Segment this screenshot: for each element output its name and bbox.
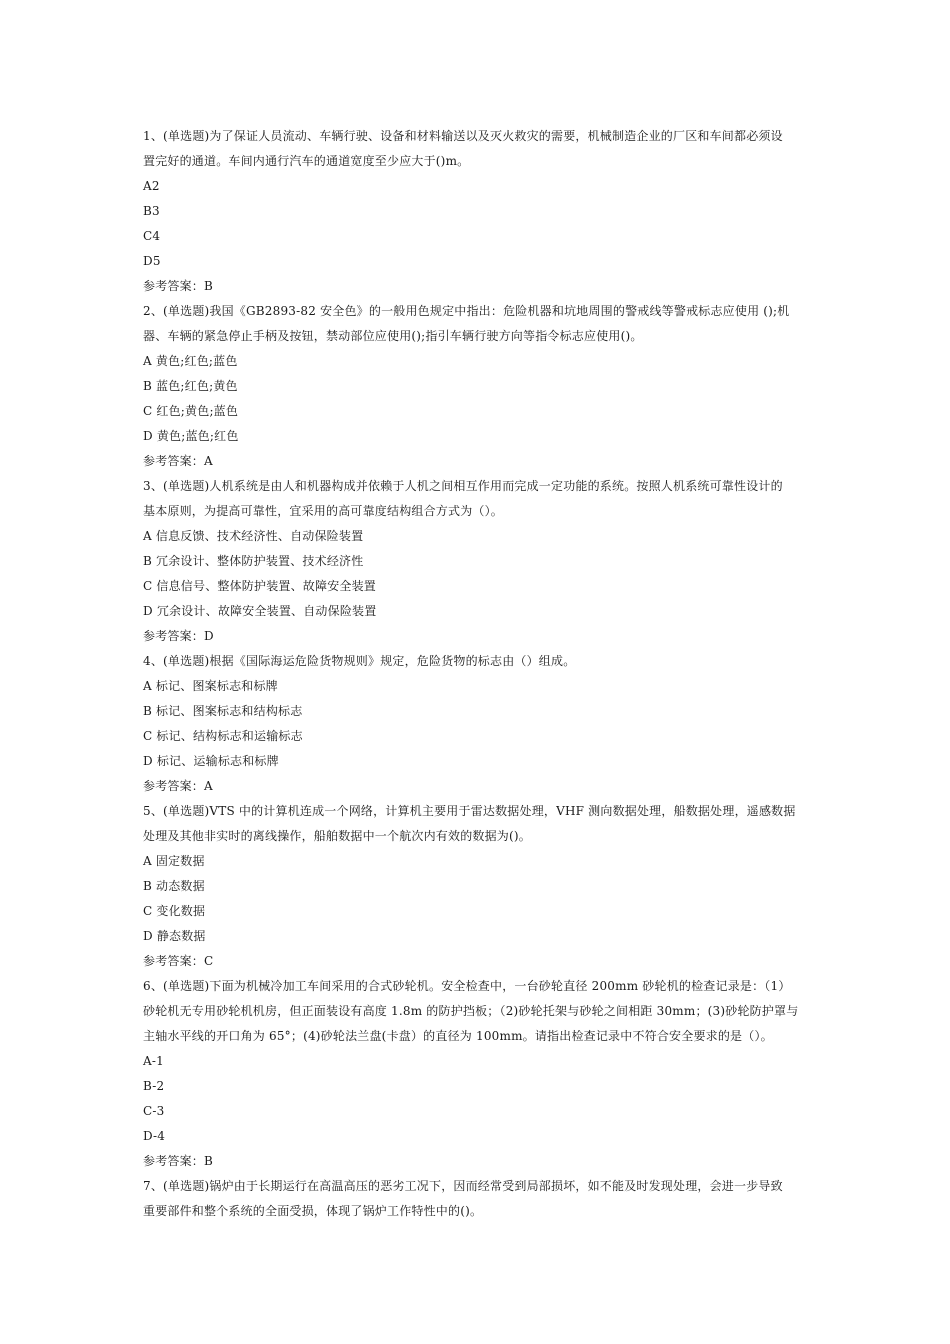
reference-answer: 参考答案：C: [143, 954, 214, 968]
question-2: [143, 299, 813, 474]
question-stem-line: 重要部件和整个系统的全面受损，体现了锅炉工作特性中的()。: [143, 1204, 483, 1218]
question-stem-line: 1、(单选题)为了保证人员流动、车辆行驶、设备和材料输送以及灭火救灾的需要，机械制造企业的厂区和车间都必须设: [143, 129, 783, 143]
question-stem-line: 置完好的通道。车间内通行汽车的通道宽度至少应大于()m。: [143, 154, 470, 168]
question-6: [143, 974, 813, 1174]
option-b: B 标记、图案标志和结构标志: [143, 704, 303, 718]
option-a: A2: [143, 179, 160, 193]
question-stem-line: 3、(单选题)人机系统是由人和机器构成并依赖于人机之间相互作用而完成一定功能的系统。按照人机系统可靠性设计的: [143, 479, 783, 493]
question-stem-line: 4、(单选题)根据《国际海运危险货物规则》规定，危险货物的标志由（）组成。: [143, 654, 576, 668]
option-d: D5: [143, 254, 161, 268]
question-5: [143, 799, 813, 974]
reference-answer: 参考答案：A: [143, 779, 213, 793]
question-stem-line: 5、(单选题)VTS 中的计算机连成一个网络，计算机主要用于雷达数据处理，VHF 测向数据处理，船数据处理，遥感数据: [143, 804, 796, 818]
question-4: [143, 649, 813, 799]
option-a: A 信息反馈、技术经济性、自动保险装置: [143, 529, 364, 543]
question-stem-line: 处理及其他非实时的离线操作，船舶数据中一个航次内有效的数据为()。: [143, 829, 531, 843]
option-a: A 固定数据: [143, 854, 205, 868]
reference-answer: 参考答案：D: [143, 629, 214, 643]
option-b: B 蓝色;红色;黄色: [143, 379, 238, 393]
question-stem-line: 6、(单选题)下面为机械冷加工车间采用的合式砂轮机。安全检查中，一台砂轮直径 200mm 砂轮机的检查记录是：（1）: [143, 979, 791, 993]
question-3: [143, 474, 813, 649]
question-1: [143, 124, 813, 299]
reference-answer: 参考答案：B: [143, 1154, 214, 1168]
option-a: A 黄色;红色;蓝色: [143, 354, 238, 368]
question-stem-line: 器、车辆的紧急停止手柄及按钮，禁动部位应使用();指引车辆行驶方向等指令标志应使用()。: [143, 329, 643, 343]
option-b: B 动态数据: [143, 879, 205, 893]
question-stem-line: 砂轮机无专用砂轮机机房，但正面装设有高度 1.8m 的防护挡板；（2)砂轮托架与砂轮之间相距 30mm；(3)砂轮防护罩与: [143, 1004, 799, 1018]
option-d: D 冗余设计、故障安全装置、自动保险装置: [143, 604, 377, 618]
option-d: D 黄色;蓝色;红色: [143, 429, 239, 443]
option-c: C4: [143, 229, 161, 243]
option-a: A 标记、图案标志和标牌: [143, 679, 278, 693]
option-c: C 红色;黄色;蓝色: [143, 404, 239, 418]
question-stem-line: 主轴水平线的开口角为 65°；(4)砂轮法兰盘(卡盘）的直径为 100mm。请指出检查记录中不符合安全要求的是（）。: [143, 1029, 773, 1043]
option-b: B 冗余设计、整体防护装置、技术经济性: [143, 554, 364, 568]
option-c: C-3: [143, 1104, 165, 1118]
question-stem-line: 基本原则，为提高可靠性，宜采用的高可靠度结构组合方式为（）。: [143, 504, 504, 518]
option-d: D 标记、运输标志和标牌: [143, 754, 279, 768]
question-stem-line: 7、(单选题)锅炉由于长期运行在高温高压的恶劣工况下，因而经常受到局部损坏，如不能及时发现处理，会进一步导致: [143, 1179, 783, 1193]
option-c: C 变化数据: [143, 904, 206, 918]
reference-answer: 参考答案：B: [143, 279, 214, 293]
option-b: B3: [143, 204, 160, 218]
option-b: B-2: [143, 1079, 165, 1093]
question-list: [143, 124, 813, 1224]
option-d: D 静态数据: [143, 929, 206, 943]
option-c: C 标记、结构标志和运输标志: [143, 729, 303, 743]
option-a: A-1: [143, 1054, 164, 1068]
option-c: C 信息信号、整体防护装置、故障安全装置: [143, 579, 376, 593]
question-stem-line: 2、(单选题)我国《GB2893-82 安全色》的一般用色规定中指出：危险机器和坑地周围的警戒线等警戒标志应使用 ();机: [143, 304, 790, 318]
option-d: D-4: [143, 1129, 166, 1143]
reference-answer: 参考答案：A: [143, 454, 213, 468]
question-7: [143, 1174, 813, 1224]
